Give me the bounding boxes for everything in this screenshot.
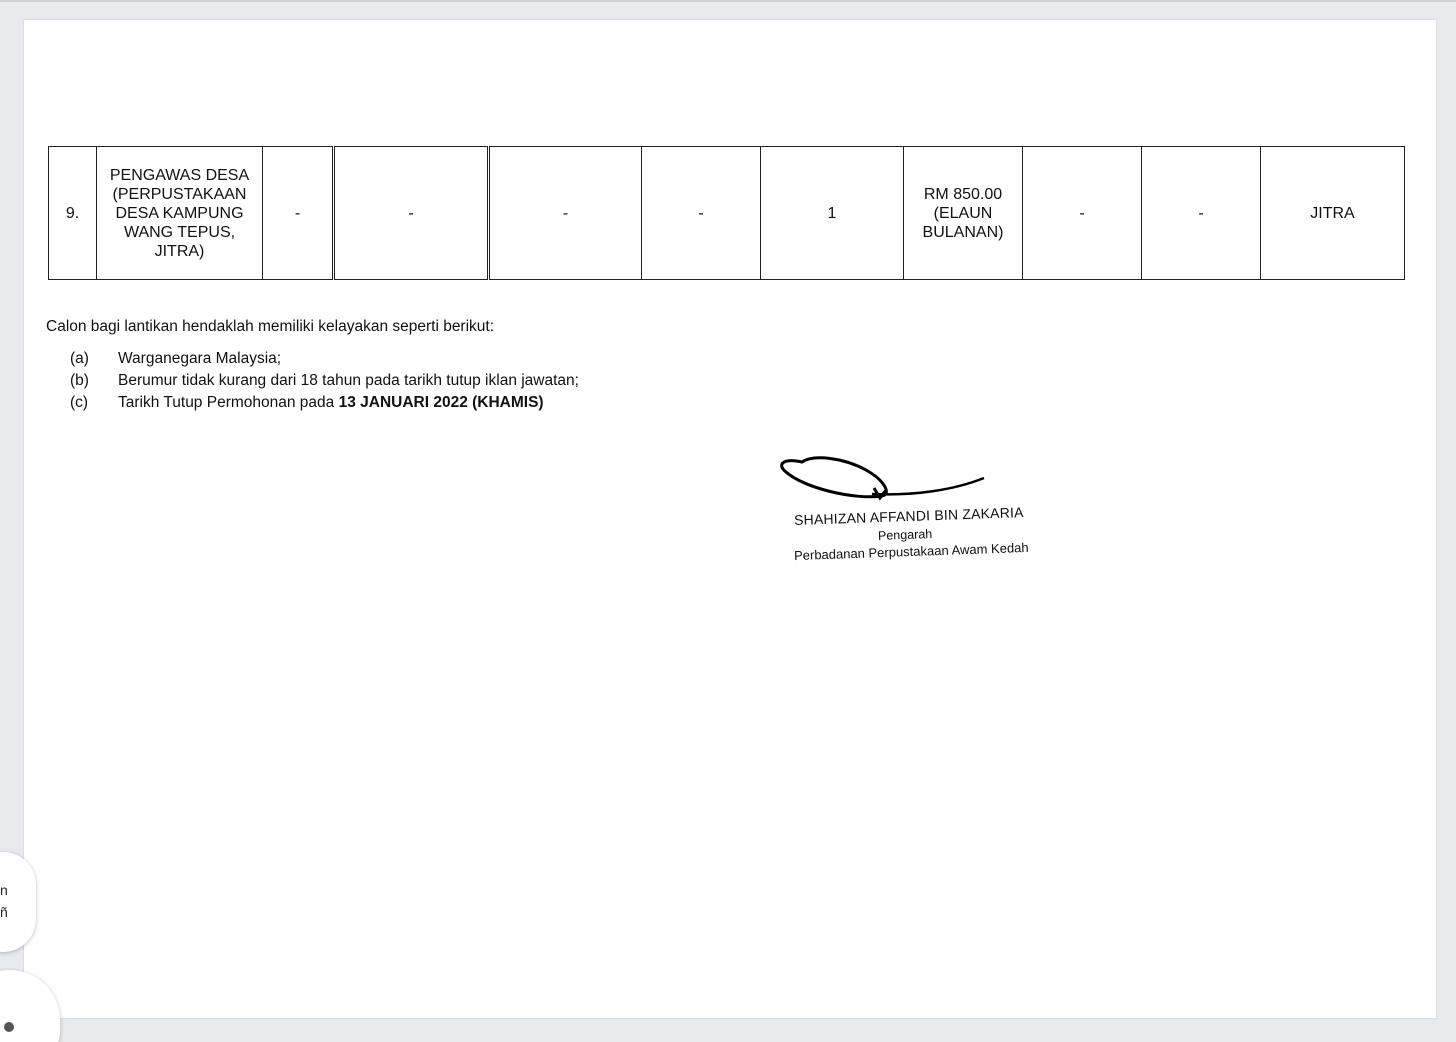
table-row: [49, 147, 1405, 280]
post-name: PENGAWAS DESA (PERPUSTAKAAN DESA KAMPUNG WANG TEPUS, JITRA): [97, 147, 263, 280]
vacancy-table: [48, 146, 1405, 280]
requirement-item: [70, 392, 579, 414]
cell-blank: -: [489, 147, 642, 280]
vacancy-count: 1: [761, 147, 904, 280]
cell-blank: -: [1142, 147, 1261, 280]
dot-icon: [4, 1022, 14, 1032]
side-letter: n: [0, 882, 8, 898]
requirement-key: (c): [70, 394, 89, 411]
cell-blank: -: [642, 147, 761, 280]
signature-block: [774, 450, 1034, 570]
closing-date: 13 JANUARI 2022 (KHAMIS): [338, 394, 544, 411]
requirement-text: Berumur tidak kurang dari 18 tahun pada tarikh tutup iklan jawatan;: [118, 372, 579, 389]
cell-blank: -: [1023, 147, 1142, 280]
signatory-organization: Perbadanan Perpustakaan Awam Kedah: [793, 539, 1029, 564]
side-panel-tab[interactable]: [0, 852, 36, 952]
signatory-title: Pengarah: [877, 527, 933, 543]
requirement-item: [70, 348, 579, 370]
row-number: 9.: [49, 147, 97, 280]
requirement-item: [70, 370, 579, 392]
signatory-name: SHAHIZAN AFFANDI BIN ZAKARIA: [793, 503, 1024, 529]
requirement-key: (b): [70, 372, 89, 389]
requirement-text: Warganegara Malaysia;: [118, 350, 282, 367]
requirement-key: (a): [70, 350, 89, 367]
cell-blank: -: [263, 147, 334, 280]
viewer-top-edge: [0, 0, 1456, 2]
side-letter: ñ: [0, 904, 8, 920]
requirements-intro: Calon bagi lantikan hendaklah memiliki kelayakan seperti berikut:: [46, 318, 495, 335]
requirement-text: Tarikh Tutup Permohonan pada: [118, 394, 339, 411]
cell-blank: -: [334, 147, 489, 280]
salary: RM 850.00 (ELAUN BULANAN): [904, 147, 1023, 280]
requirements-section: [46, 316, 579, 414]
location: JITRA: [1261, 147, 1405, 280]
document-page: [24, 20, 1436, 1018]
